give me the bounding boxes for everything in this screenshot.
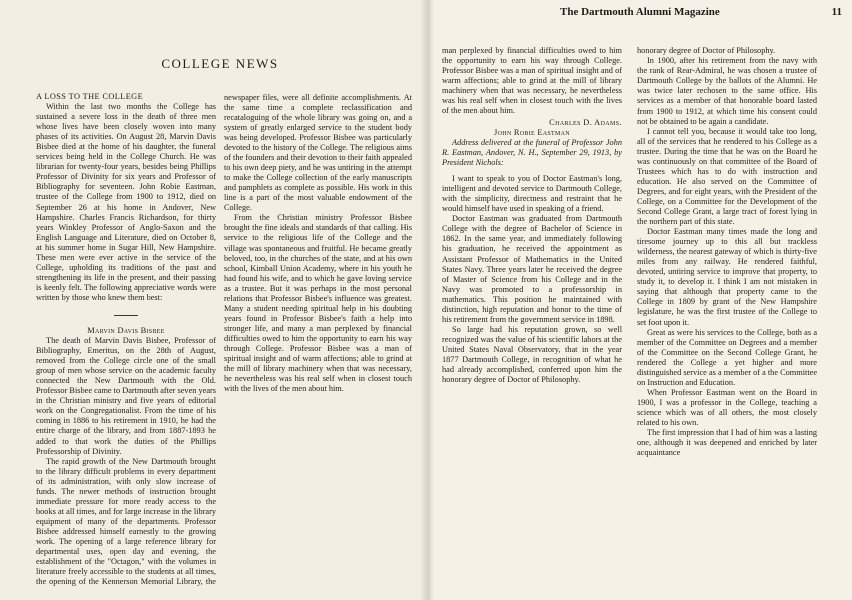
- article-paragraph-continued: man perplexed by financial difficulties owed to him the opportunity to earn his way through College. Professor Bisbee was a man of spiritual insight and of warm affections; able to grind at the mill of library machinery when that was necessary, he nevertheless was his real self when in closest touch with the lives of the men about him.: [442, 46, 622, 115]
- column-3: [442, 46, 622, 588]
- article-paragraph: The rapid growth of the New Dartmouth brought to the library difficult problems in every department of its administration, with only slow increase of funds. The newer methods of instruction brought immediate pressure for more ready access to the books at all times, and for large increase in the library equipment of many of the departments. Professor Bisbee addressed himself earnestly to the growing work. The opening of a large reference library for departmental uses, open day and evening, the establishment of the "Octagon," with the volumes in literature freely accessible to the students at all times, the opening of the Kennerson Memorial Library, the: [36, 456, 216, 587]
- column-1: [36, 92, 216, 588]
- article-heading-bisbee: Marvin Davis Bisbee: [87, 325, 165, 335]
- page-number: 11: [831, 6, 842, 18]
- article-paragraph-continued: newspaper files, were all definite accomplishments. At the same time a complete reclassification and recataloguing of the whole library was going on, and a system of greatly enlarged service to the student body was being developed. Professor Bisbee was particularly devoted to the history of the College. The religious aims of the founders and their devotion to their faith appealed to his own deep piety, and he was untiring in the attempt to make the College collection of the early manuscripts and pamphlets as complete as possible. His work in this line is a part of the most valuable endowment of the College.: [224, 92, 412, 213]
- section-title: COLLEGE NEWS: [161, 56, 279, 71]
- article-paragraph: Great as were his services to the College, both as a member of the Committee on Degrees and a member of the Committee on the Second College Grant, he rendered the College a yet higher and more distinguished service as a member of a the Committee on Instruction and Education.: [637, 327, 817, 387]
- article-heading-loss: A LOSS TO THE COLLEGE: [36, 92, 144, 101]
- article-paragraph: The death of Marvin Davis Bisbee, Professor of Bibliography, Emeritus, on the 28th of August, removed from the College circle one of the small group of men whose service on the academic faculty connected the New Dartmouth with the Old. Professor Bisbee came to Dartmouth after seven years in the Christian ministry and five years of editorial work on the Congregationalist. From the time of his coming in 1886 to his retirement in 1910, he had the entire charge of the library, and from 1887-1893 he added to that work the duties of the Phillips Professorship of Divinity.: [36, 336, 216, 456]
- article-paragraph: Within the last two months the College has sustained a severe loss in the death of three men whose lives have been closely woven into many phases of its activities. On August 28, Marvin Davis Bisbee died at the home of his daughter, the funeral services being held in the College Church. He was librarian for twenty-four years, besides being Phillips Professor of Divinity for six years and Professor of Bibliography for seventeen. John Robie Eastman, trustee of the College from 1900 to 1912, died on September 26 at his home in Andover, New Hampshire. Charles Francis Richardson, for thirty years Winkley Professor of Anglo-Saxon and the English Language and Literature, died on October 8, at his summer home in Sugar Hill, New Hampshire. These men were ever active in the service of the College, upholding its traditions of the past and strengthening its life in the present, and their passing is keenly felt. The following appreciative words were written by those who knew them best:: [36, 102, 216, 302]
- article-paragraph: I cannot tell you, because it would take too long, all of the services that he rendered to his College as a trustee. During the time that he was on the Board he was continuously on that committee of the Board of Trustees which has to do with instruction and education. He also served on the Committee of Degrees, and for eight years, with the President of the College, on a Committee for the Development of the Second College Grant, a large tract of forest lying in the northern part of this state.: [637, 126, 817, 227]
- article-paragraph: When Professor Eastman went on the Board in 1900, I was a professor in the College, teaching a science which was of all others, the most closely related to his own.: [637, 387, 817, 427]
- article-paragraph: From the Christian ministry Professor Bisbee brought the fine ideals and standards of that calling. His service to the religious life of the College and the village was spontaneous and fruitful. He became greatly beloved, too, in the churches of the state, and at his own school, Kimball Union Academy, where in his youth he had found his wife, and to which he gave loving service as a trustee. But it was perhaps in the most personal relations that Professor Bisbee's influence was greatest. Many a student needing spiritual help in his doubting years found in Professor Bisbee's faith a help into stronger life, and many a man perplexed by financial difficulties owed to him the opportunity to earn his way through College. Professor Bisbee was a man of spiritual insight and of warm affections; able to grind at the mill of library machinery when that was necessary, he nevertheless was his real self when in closest touch with the lives of the men about him.: [224, 213, 412, 394]
- page-gutter: [420, 0, 434, 600]
- article-paragraph-continued: honorary degree of Doctor of Philosophy.: [637, 46, 776, 56]
- column-2: [224, 92, 412, 588]
- article-paragraph: So large had his reputation grown, so well recognized was the value of his scientific labors at the United States Naval Observatory, that in the year 1877 Dartmouth College, in recognition of what he had already accomplished, conferred upon him the honorary degree of Doctor of Philosophy.: [442, 324, 622, 385]
- article-paragraph: Doctor Eastman many times made the long and tiresome journey up to this all but trackless wilderness, the nearest gateway of which is thirty-five miles from any railway. He rendered faithful, devoted, untiring service to improve that property, to study it, to develop it. I think I am not mistaken in saying that although that property came to the College in 1809 by grant of the New Hampshire legislature, he was the first trustee of the College to set foot upon it.: [637, 227, 817, 327]
- signature-adams: Charles D. Adams.: [549, 117, 622, 127]
- address-subtitle: Address delivered at the funeral of Professor John R. Eastman, Andover, N. H., September 29, 1913, by President Nichols:: [442, 137, 622, 168]
- running-head: [560, 6, 842, 18]
- article-paragraph: I want to speak to you of Doctor Eastman's long, intelligent and devoted service to Dartmouth College, with the simplicity, directness and restraint that he would himself have used in speaking of a friend.: [442, 174, 622, 214]
- article-paragraph: The first impression that I had of him was a lasting one, although it was deepened and enriched by later acquaintance: [637, 428, 817, 458]
- article-paragraph: In 1900, after his retirement from the navy with the rank of Rear-Admiral, he was chosen a trustee of Dartmouth College by the ballots of the Alumni. He was twice later rechosen to the same office. His services as a member of that honorable board lasted from 1900 to 1912, at which time his consent could not be obtained to be again a candidate.: [637, 56, 817, 126]
- article-paragraph: Doctor Eastman was graduated from Dartmouth College with the degree of Bachelor of Science in 1862. In the same year, and immediately following his graduation, he received the appointment as Assistant Professor of Mathematics in the United States Navy. Three years later he received the degree of Master of Science from his College and in the Navy was promoted to a professorship in mathematics. This position he maintained with distinction, high reputation and honor to the time of his retirement from the government service in 1898.: [442, 214, 622, 324]
- magazine-title: The Dartmouth Alumni Magazine: [560, 6, 720, 18]
- article-heading-eastman: John Robie Eastman: [494, 127, 570, 137]
- section-divider: [114, 315, 138, 316]
- column-4: [637, 46, 817, 588]
